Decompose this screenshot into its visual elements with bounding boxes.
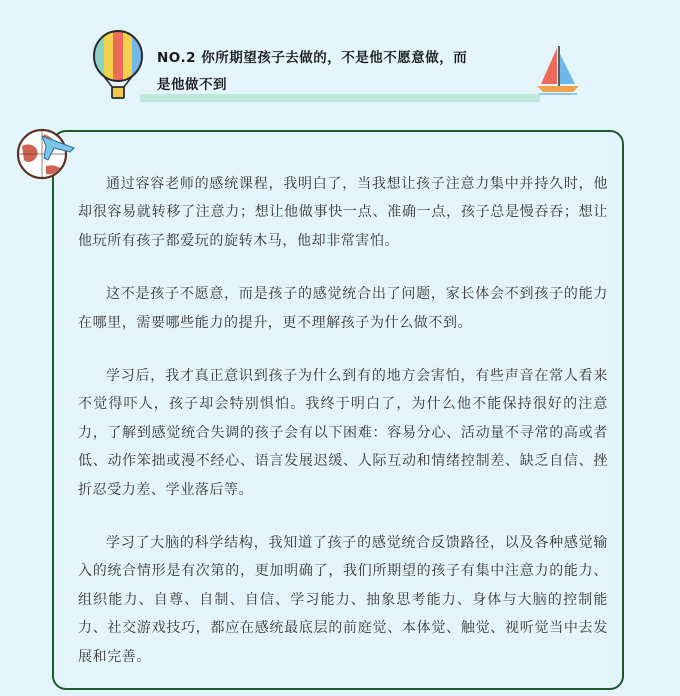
- article-paragraph-1: 通过容容老师的感统课程，我明白了，当我想让孩子注意力集中并持久时，他却很容易就转移了注意力；想让他做事快一点、准确一点，孩子总是慢吞吞；想让他玩所有孩子都爱玩的旋转木马，他却非常害怕。: [78, 176, 608, 249]
- globe-airplane-icon: [14, 124, 76, 184]
- section-title-line-1: NO.2 你所期望孩子去做的，不是他不愿意做，而: [157, 50, 468, 66]
- article-paragraph-4: 学习了大脑的科学结构，我知道了孩子的感觉统合反馈路径，以及各种感觉输入的统合情形是有次第的，更加明确了，我们所期望的孩子有集中注意力的能力、组织能力、自尊、自制、自信、学习能力、抽象思考能力、身体与大脑的控制能力、社交游戏技巧，都应在感统最底层的前庭觉、本体觉、触觉、视听觉当中去发展和完善。: [78, 535, 608, 665]
- article-paragraph-2: 这不是孩子不愿意，而是孩子的感觉统合出了问题，家长体会不到孩子的能力在哪里，需要哪些能力的提升，更不理解孩子为什么做不到。: [78, 286, 608, 331]
- title-underline: [140, 94, 540, 102]
- article-content: [78, 170, 608, 696]
- section-header: [0, 0, 680, 120]
- sailboat-icon: [535, 44, 581, 96]
- hot-air-balloon-icon: [90, 30, 146, 102]
- article-paragraph-3: 学习后，我才真正意识到孩子为什么到有的地方会害怕，有些声音在常人看来不觉得吓人，孩子却会特别惧怕。我终于明白了，为什么他不能保持很好的注意力，了解到感觉统合失调的孩子会有以下困难：容易分心、活动量不寻常的高或者低、动作笨拙或漫不经心、语言发展迟缓、人际互动和情绪控制差、缺乏自信、挫折忍受力差、学业落后等。: [78, 368, 608, 498]
- section-title-line-2: 是他做不到: [157, 77, 227, 93]
